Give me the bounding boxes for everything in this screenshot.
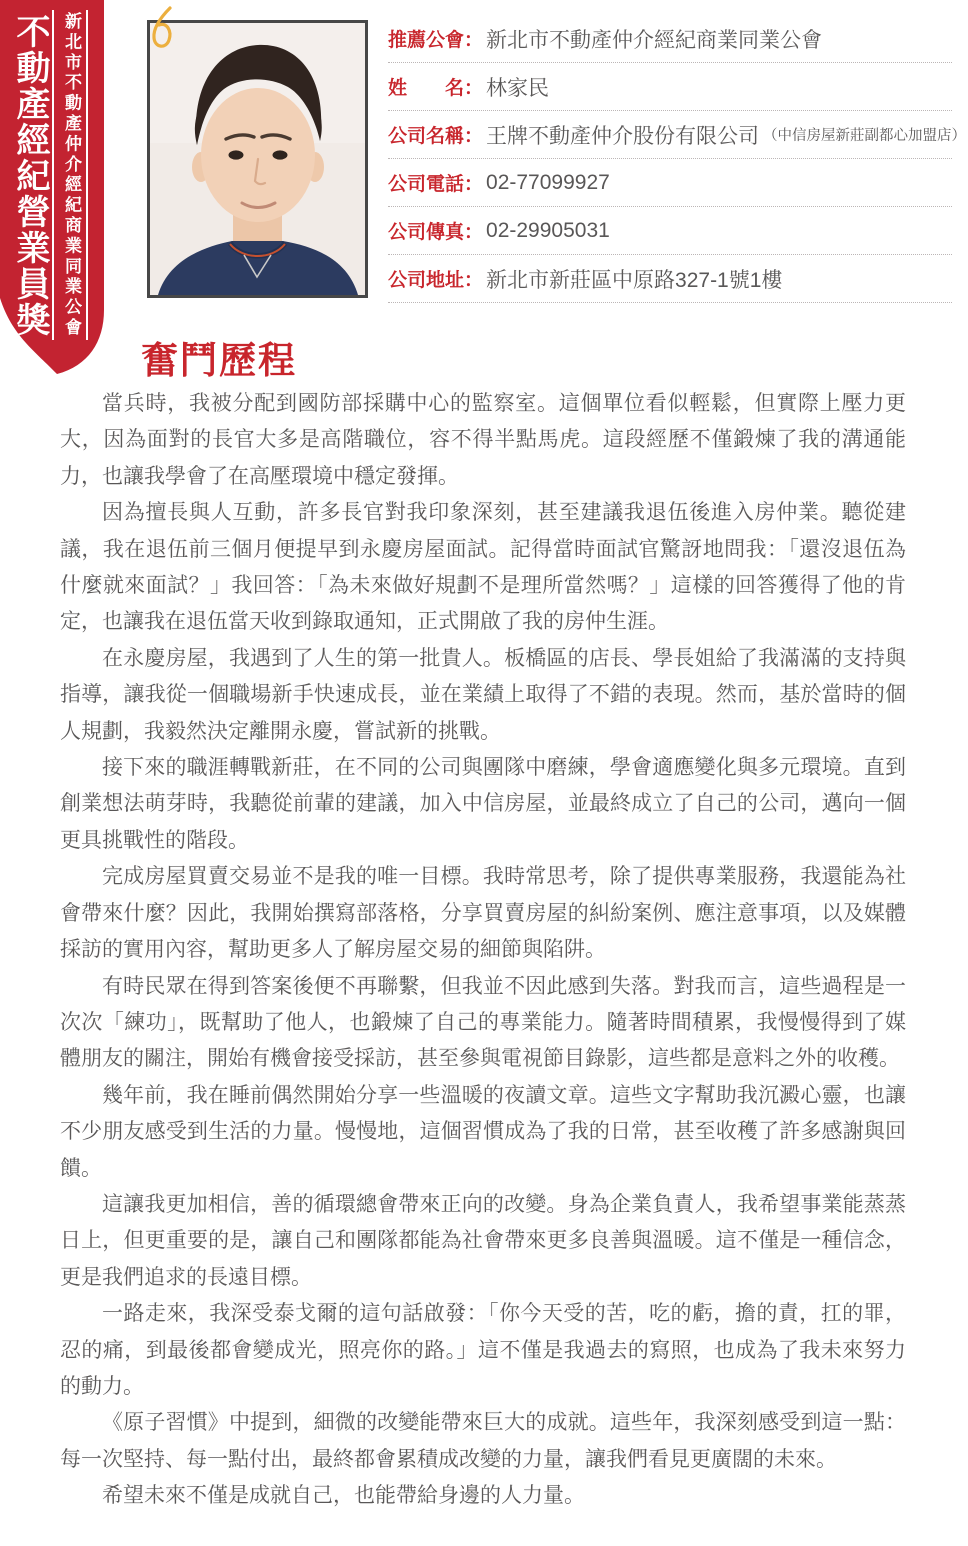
field-label: 推薦公會 bbox=[388, 30, 465, 51]
article-paragraph: 完成房屋買賣交易並不是我的唯一目標。我時常思考，除了提供專業服務，我還能為社會帶來什麼？因此，我開始撰寫部落格，分享買賣房屋的糾紛案例、應注意事項，以及媒體採訪的實用內容，幫助更多人了解房屋交易的細節與陷阱。 bbox=[60, 865, 906, 962]
field-colon: ： bbox=[464, 30, 484, 51]
ribbon-award-title: 不動產經紀營業員獎 bbox=[11, 14, 49, 338]
field-label: 公司電話 bbox=[388, 174, 465, 195]
field-label: 公司地址 bbox=[388, 270, 465, 291]
field-value: 林家民 bbox=[486, 76, 550, 100]
field-value: 王牌不動產仲介股份有限公司 bbox=[486, 124, 760, 148]
article-paragraph: 當兵時，我被分配到國防部採購中心的監察室。這個單位看似輕鬆，但實際上壓力更大，因為面對的長官大多是高階職位，容不得半點馬虎。這段經歷不僅鍛煉了我的溝通能力，也讓我學會了在高壓環境中穩定發揮。 bbox=[60, 392, 906, 488]
field-colon: ： bbox=[464, 78, 484, 99]
article-paragraph: 接下來的職涯轉戰新莊，在不同的公司與團隊中磨練，學會適應變化與多元環境。直到創業想法萌芽時，我聽從前輩的建議，加入中信房屋，並最終成立了自己的公司，邁向一個更具挑戰性的階段。 bbox=[60, 756, 906, 852]
field-colon: ： bbox=[464, 222, 484, 243]
article-paragraph: 《原子習慣》中提到，細微的改變能帶來巨大的成就。這些年，我深刻感受到這一點：每一次堅持、每一點付出，最終都會累積成改變的力量，讓我們看見更廣闊的未來。 bbox=[60, 1411, 906, 1471]
gold-loop-icon bbox=[146, 4, 180, 54]
profile-row-company bbox=[388, 111, 967, 159]
article-paragraph: 幾年前，我在睡前偶然開始分享一些溫暖的夜讀文章。這些文字幫助我沉澱心靈，也讓不少朋友感受到生活的力量。慢慢地，這個習慣成為了我的日常，甚至收穫了許多感謝與回饋。 bbox=[60, 1083, 906, 1180]
field-colon: ： bbox=[464, 126, 484, 147]
field-value: 新北市新莊區中原路327-1號1樓 bbox=[486, 268, 783, 292]
award-ribbon bbox=[0, 0, 104, 382]
company-branch-note: （中信房屋新莊副都心加盟店） bbox=[763, 128, 967, 144]
field-label: 姓 名 bbox=[388, 78, 465, 99]
article-paragraph: 一路走來，我深受泰戈爾的這句話啟發：「你今天受的苦，吃的虧，擔的責，扛的罪，忍的痛，到最後都會變成光，照亮你的路。」這不僅是我過去的寫照，也成為了我未來努力的動力。 bbox=[60, 1302, 906, 1398]
field-label: 公司傳真 bbox=[388, 222, 465, 243]
field-colon: ： bbox=[464, 174, 484, 195]
article-body bbox=[0, 386, 968, 1515]
article-paragraph: 這讓我更加相信，善的循環總會帶來正向的改變。身為企業負責人，我希望事業能蒸蒸日上，但更重要的是，讓自己和團隊都能為社會帶來更多良善與溫暖。這不僅是一種信念，更是我們追求的長遠目標。 bbox=[60, 1192, 906, 1289]
portrait-photo-frame bbox=[147, 20, 368, 298]
field-colon: ： bbox=[464, 270, 484, 291]
field-value: 02-29905031 bbox=[486, 218, 610, 242]
ribbon-divider-line bbox=[52, 10, 54, 340]
portrait-photo bbox=[150, 23, 365, 295]
section-title: 奮鬥歷程 bbox=[141, 340, 297, 381]
profile-row-association bbox=[388, 15, 952, 63]
ribbon-association-name: 新北市不動產仲介經紀商業同業公會 bbox=[62, 12, 81, 339]
profile-row-address bbox=[388, 255, 952, 303]
article-paragraph: 在永慶房屋，我遇到了人生的第一批貴人。板橋區的店長、學長姐給了我滿滿的支持與指導，讓我從一個職場新手快速成長，並在業績上取得了不錯的表現。然而，基於當時的個人規劃，我毅然決定離開永慶，嘗試新的挑戰。 bbox=[60, 646, 906, 743]
field-value: 新北市不動產仲介經紀商業同業公會 bbox=[486, 28, 823, 52]
field-label: 公司名稱 bbox=[388, 126, 465, 147]
profile-row-phone bbox=[388, 159, 952, 207]
article-paragraph: 希望未來不僅是成就自己，也能帶給身邊的人力量。 bbox=[102, 1484, 585, 1508]
profile-row-name bbox=[388, 63, 952, 111]
article-paragraph: 有時民眾在得到答案後便不再聯繫，但我並不因此感到失落。對我而言，這些過程是一次次「練功」，既幫助了他人，也鍛煉了自己的專業能力。隨著時間積累，我慢慢得到了媒體朋友的關注，開始有機會接受採訪，甚至參與電視節目錄影，這些都是意料之外的收穫。 bbox=[60, 974, 906, 1071]
field-value: 02-77099927 bbox=[486, 170, 610, 194]
profile-info bbox=[388, 15, 967, 303]
ribbon-divider-line bbox=[86, 10, 88, 340]
article-paragraph: 因為擅長與人互動，許多長官對我印象深刻，甚至建議我退伍後進入房仲業。聽從建議，我在退伍前三個月便提早到永慶房屋面試。記得當時面試官驚訝地問我：「還沒退伍為什麼就來面試？」我回答：「為未來做好規劃不是理所當然嗎？」這樣的回答獲得了他的肯定，也讓我在退伍當天收到錄取通知，正式開啟了我的房仲生涯。 bbox=[60, 501, 906, 634]
profile-row-fax bbox=[388, 207, 952, 255]
